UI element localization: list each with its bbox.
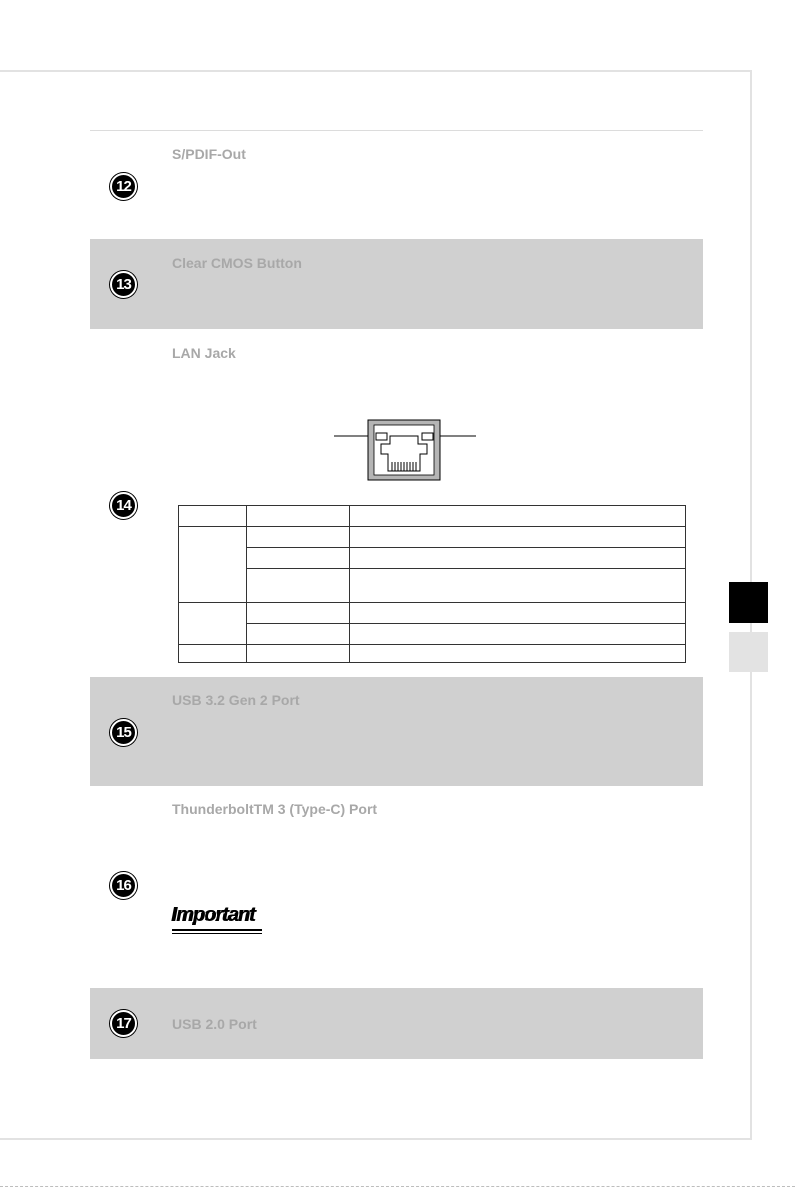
lan-port-illustration xyxy=(330,418,480,482)
section-heading-usb32: USB 3.2 Gen 2 Port xyxy=(172,692,300,708)
table-row xyxy=(179,527,686,548)
table-row xyxy=(179,569,686,603)
section-number-badge: 12 xyxy=(110,173,137,200)
important-underline xyxy=(172,933,262,934)
table-row xyxy=(179,548,686,569)
table-row xyxy=(179,506,686,527)
side-tab-active xyxy=(729,582,768,623)
section-heading-clear-cmos: Clear CMOS Button xyxy=(172,255,302,271)
bottom-dashed-rule xyxy=(0,1186,795,1187)
table-row xyxy=(179,624,686,645)
important-label: Important xyxy=(172,904,256,926)
section-heading-spdif: S/PDIF-Out xyxy=(172,146,246,162)
section-heading-thunderbolt: ThunderboltTM 3 (Type-C) Port xyxy=(172,801,378,817)
lan-led-table xyxy=(178,505,686,663)
section-number-badge: 17 xyxy=(110,1010,137,1037)
section-heading-lan-jack: LAN Jack xyxy=(172,345,236,361)
section-number-badge: 13 xyxy=(110,271,137,298)
side-tab-inactive xyxy=(729,632,768,672)
section-number-badge: 14 xyxy=(110,492,137,519)
band-clear-cmos xyxy=(90,239,703,329)
important-underline xyxy=(172,929,262,931)
section-heading-usb20: USB 2.0 Port xyxy=(172,1016,257,1032)
top-rule xyxy=(90,130,703,131)
table-row xyxy=(179,603,686,624)
section-number-badge: 16 xyxy=(110,872,137,899)
table-row xyxy=(179,645,686,663)
section-number-badge: 15 xyxy=(110,719,137,746)
